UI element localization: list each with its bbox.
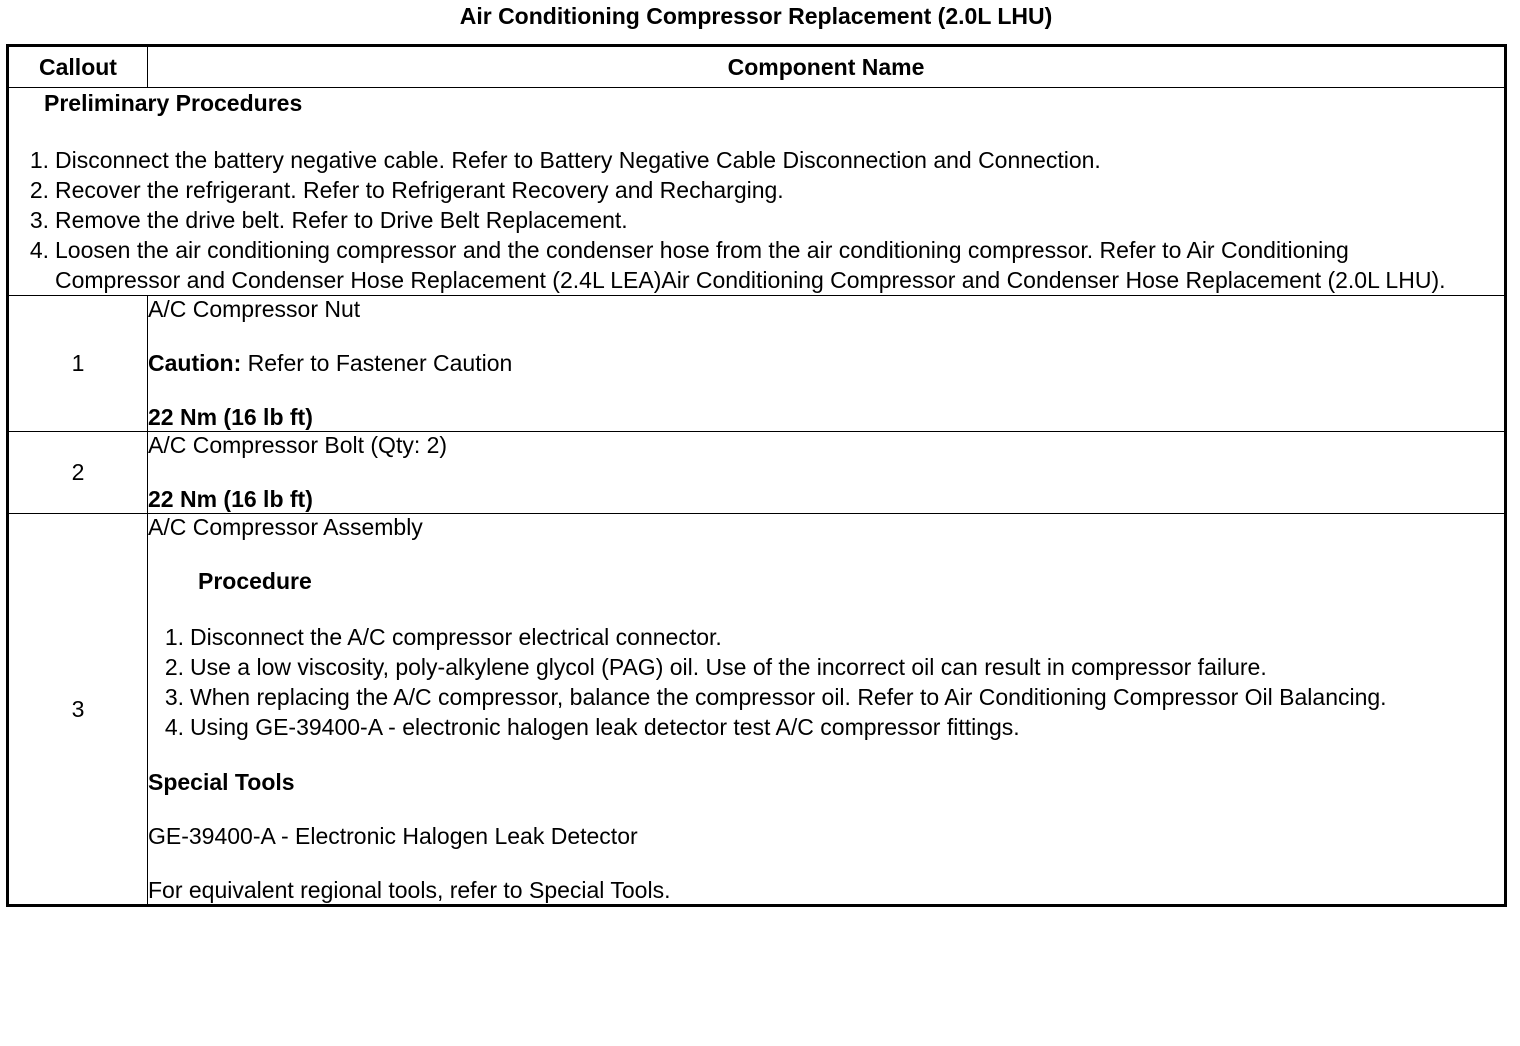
- special-tool-item: GE-39400-A - Electronic Halogen Leak Detector: [148, 823, 638, 849]
- callout-number: 1: [8, 296, 148, 432]
- preliminary-steps: [9, 145, 1504, 295]
- table-row: [8, 514, 1506, 906]
- list-item: 2. Use a low viscosity, poly-alkylene glycol (PAG) oil. Use of the incorrect oil can result in compressor failure.: [164, 654, 1267, 680]
- preliminary-row: [8, 88, 1506, 296]
- procedure-heading: Procedure: [198, 568, 312, 594]
- caution-label: Caution:: [148, 350, 242, 376]
- callout-number: 2: [8, 432, 148, 514]
- preliminary-procedures: [8, 88, 1506, 296]
- torque-spec: 22 Nm (16 lb ft): [148, 486, 313, 512]
- table-header-row: [8, 46, 1506, 88]
- torque-spec: 22 Nm (16 lb ft): [148, 404, 313, 430]
- caution-text: Refer to Fastener Caution: [241, 350, 513, 376]
- document-title: Air Conditioning Compressor Replacement (2.0L LHU): [459, 3, 1053, 29]
- table-row: [8, 432, 1506, 514]
- component-name-column-header: Component Name: [148, 46, 1506, 88]
- list-item: 4. Using GE-39400-A - electronic halogen leak detector test A/C compressor fittings.: [164, 714, 1020, 740]
- component-name: A/C Compressor Bolt (Qty: 2): [148, 432, 448, 458]
- component-cell: [148, 296, 1506, 432]
- preliminary-heading: Preliminary Procedures: [44, 90, 303, 116]
- list-item: 3. When replacing the A/C compressor, balance the compressor oil. Refer to Air Conditioning Compressor Oil Balancing.: [164, 684, 1387, 710]
- component-name: A/C Compressor Nut: [148, 296, 361, 322]
- special-tools-note: For equivalent regional tools, refer to Special Tools.: [148, 877, 671, 903]
- table-row: [8, 296, 1506, 432]
- list-item: 2. Recover the refrigerant. Refer to Refrigerant Recovery and Recharging.: [29, 177, 784, 203]
- caution-line: [148, 350, 1504, 377]
- procedure-steps: [148, 622, 1504, 742]
- list-item: 1. Disconnect the A/C compressor electrical connector.: [164, 624, 722, 650]
- list-item: 3. Remove the drive belt. Refer to Drive Belt Replacement.: [29, 207, 628, 233]
- callout-column-header: Callout: [8, 46, 148, 88]
- component-cell: [148, 432, 1506, 514]
- component-cell: [148, 514, 1506, 906]
- list-item: 4. Loosen the air conditioning compressor and the condenser hose from the air conditioning compressor. Refer to Air Conditioning Compressor and Condenser Hose Replacement (2.4L LEA)Air Conditioning Compressor and Condenser Hose Replacement (2.0L LHU).: [29, 237, 1446, 293]
- component-name: A/C Compressor Assembly: [148, 514, 423, 540]
- callout-number: 3: [8, 514, 148, 906]
- component-table: [6, 44, 1507, 907]
- list-item: 1. Disconnect the battery negative cable. Refer to Battery Negative Cable Disconnection and Connection.: [29, 147, 1101, 173]
- special-tools-heading: Special Tools: [148, 769, 295, 795]
